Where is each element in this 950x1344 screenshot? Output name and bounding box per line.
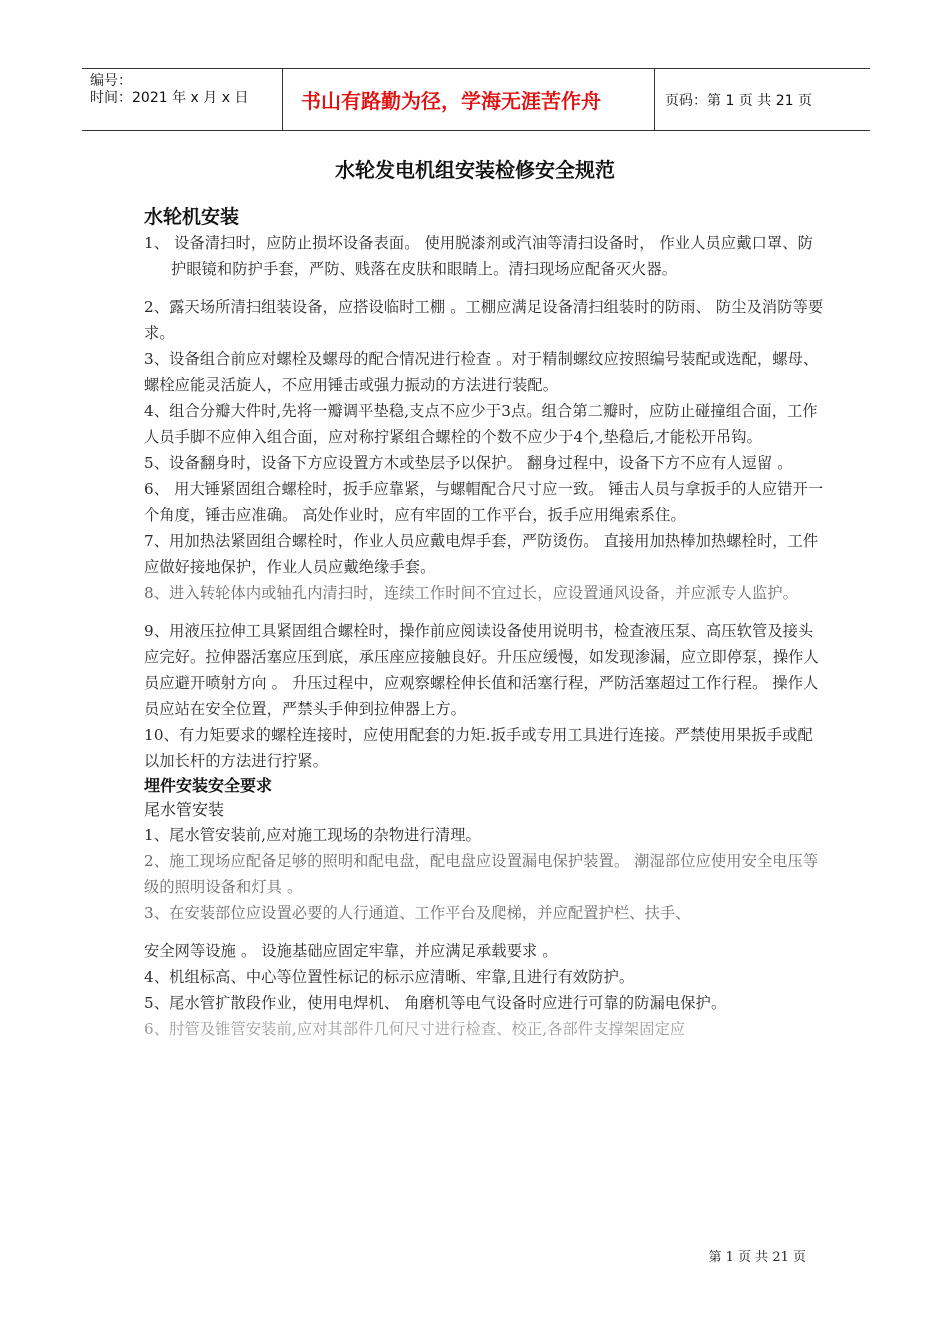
paragraph-s2-6: 6、肘管及锥管安装前,应对其部件几何尺寸进行检查、校正,各部件支撑架固定应 [144, 1020, 686, 1038]
paragraph-7: 7、用加热法紧固组合螺栓时，作业人员应戴电焊手套，严防烫伤。 直接用加热棒加热螺栓时，工件应做好接地保护，作业人员应戴绝缘手套。 [144, 532, 819, 576]
paragraph-1: 1、 设备清扫时，应防止损坏设备表面。 使用脱漆剂或汽油等清扫设备时， 作业人员应戴口罩、防护眼镜和防护手套，严防、贱落在皮肤和眼睛上。清扫现场应配备灭火器。 [144, 234, 813, 278]
section-heading-turbine: 水轮机安装 [144, 206, 240, 228]
paragraph-3: 3、设备组合前应对螺栓及螺母的配合情况进行检查 。对于精制螺纹应按照编号装配或选配，螺母、 螺栓应能灵活旋人，不应用锤击或强力振动的方法进行装配。 [144, 350, 819, 394]
paragraph-s2-3: 3、在安装部位应设置必要的人行通道、工作平台及爬梯，并应配置护栏、扶手、 [144, 904, 691, 922]
section-heading-embedded: 埋件安装安全要求 [144, 776, 273, 795]
number-label: 编号： [90, 73, 132, 89]
paragraph-6: 6、 用大锤紧固组合螺栓时，扳手应靠紧，与螺帽配合尺寸应一致。 锤击人员与拿扳手的人应错开一个角度，锤击应准确。 高处作业时，应有牢固的工作平台，扳手应用绳索系住。 [144, 480, 824, 524]
paragraph-4: 4、组合分瓣大件时,先将一瓣调平垫稳,支点不应少于3点。组合第二瓣时，应防止碰撞组合面，工作人员手脚不应伸入组合面，应对称拧紧组合螺栓的个数不应少于4个,垫稳后,才能松开吊钩。 [144, 402, 818, 446]
document-body [144, 204, 824, 1042]
header-motto: 书山有路勤为径，学海无涯苦作舟 [282, 69, 655, 130]
document-title: 水轮发电机组安装检修安全规范 [335, 158, 615, 182]
paragraph-9: 9、用液压拉伸工具紧固组合螺栓时，操作前应阅读设备使用说明书，检查液压泵、高压软管及接头应完好。拉伸器活塞应压到底，承压座应接触良好。升压应缓慢，如发现渗漏，应立即停泵，操作人员应避开喷射方向 。 升压过程中，应观察螺栓伸长值和活塞行程，严防活塞超过工作行程。 操作人员应站在安全位置，严禁头手伸到拉伸器上方。 [144, 622, 819, 718]
paragraph-s2-4: 4、机组标高、中心等位置性标记的标示应清晰、牢靠,且进行有效防护。 [144, 968, 635, 986]
paragraph-2: 2、露天场所清扫组装设备，应搭设临时工棚 。工棚应满足设备清扫组装时的防雨、 防尘及消防等要求。 [144, 298, 824, 342]
paragraph-s2-3b: 安全网等设施 。 设施基础应固定牢靠，并应满足承载要求 。 [144, 942, 558, 960]
paragraph-s2-1: 1、尾水管安装前,应对施工现场的杂物进行清理。 [144, 826, 481, 844]
paragraph-8: 8、进入转轮体内或轴孔内清扫时，连续工作时间不宜过长，应设置通风设备，并应派专人监护。 [144, 584, 798, 602]
paragraph-10: 10、有力矩要求的螺栓连接时，应使用配套的力矩.扳手或专用工具进行连接。严禁使用果扳手或配以加长杆的方法进行拧紧。 [144, 726, 813, 770]
footer-page-number: 第 1 页 共 21 页 [708, 1250, 806, 1265]
time-label: 时间：2021 年 x 月 x 日 [90, 90, 249, 106]
header-meta [82, 69, 282, 130]
paragraph-s2-2: 2、施工现场应配备足够的照明和配电盘，配电盘应设置漏电保护装置。 潮湿部位应使用安全电压等级的照明设备和灯具 。 [144, 852, 819, 896]
subheading-draft-tube: 尾水管安装 [144, 800, 225, 819]
header-page-info: 页码：第 1 页 共 21 页 [665, 92, 812, 109]
paragraph-5: 5、设备翻身时，设备下方应设置方木或垫层予以保护。 翻身过程中，设备下方不应有人逗留 。 [144, 454, 793, 472]
paragraph-s2-5: 5、尾水管扩散段作业，使用电焊机、 角磨机等电气设备时应进行可靠的防漏电保护。 [144, 994, 727, 1012]
header-table [82, 68, 870, 131]
